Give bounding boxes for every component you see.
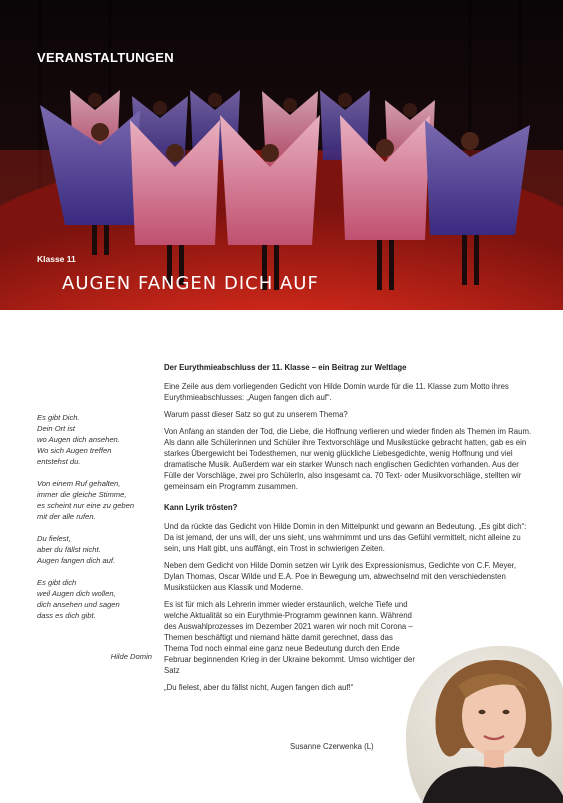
section-label: VERANSTALTUNGEN: [37, 50, 174, 65]
article-paragraph: Eine Zeile aus dem vorliegenden Gedicht von Hilde Domin wurde für die 11. Klasse zum Motto ihres Eurythmieabschlusses: „Augen fangen dich auf“.: [164, 382, 509, 402]
article-paragraph: Neben dem Gedicht von Hilde Domin setzen wir Lyrik des Expressionismus, Gedichte von C.F. Meyer, Dylan Thomas, Oscar Wilde und E.A. Poe in Bewegung um, abwechselnd mit den verschiedensten Musikstücken aus Klassik und Moderne.: [164, 561, 517, 592]
hero-title: AUGEN FANGEN DICH AUF: [62, 273, 319, 294]
poem-line: Augen fangen dich auf.: [37, 556, 116, 565]
poem-stanza: [37, 412, 155, 467]
poem-line: Du fielest,: [37, 534, 71, 543]
article-heading: Der Eurythmieabschluss der 11. Klasse – ein Beitrag zur Weltlage: [164, 363, 407, 372]
article-paragraph: Es ist für mich als Lehrerin immer wieder erstaunlich, welche Tiefe und welche Aktualität so ein Eurythmie-Programm gewinnen kann. Während des Auswahlprozesses im Dezember 2021 waren wir noch mit Corona – Themen beschäftigt und niemand hätte damit gerechnet, dass das Thema Tod noch einmal eine ganz neue Bedeutung durch den Ende Februar beginnenden Krieg in der Ukraine bekommt. Umso wichtiger der Satz: [164, 600, 415, 675]
poem-line: aber du fällst nicht.: [37, 545, 101, 554]
poem-line: Von einem Ruf gehalten,: [37, 479, 121, 488]
poem-line: mit der alle rufen.: [37, 512, 96, 521]
poem-line: immer die gleiche Stimme,: [37, 490, 127, 499]
poem-line: weil Augen dich wollen,: [37, 589, 116, 598]
hero-photo: [0, 0, 563, 310]
article-subheading: Kann Lyrik trösten?: [164, 503, 238, 512]
article-paragraph: Und da rückte das Gedicht von Hilde Domin in den Mittelpunkt und gewann an Bedeutung. „Es gibt dich“: Da ist jemand, der uns will, der uns sieht, uns wahrnimmt und uns das Gefühl vermittelt, nicht alleine zu sein, uns Halt gibt, uns auffängt, ein Trost in schwierigen Zeiten.: [164, 522, 527, 553]
poem-author: Hilde Domin: [110, 652, 152, 661]
class-label: Klasse 11: [37, 254, 76, 264]
author-portrait: [396, 638, 563, 803]
poem-stanza: [37, 533, 155, 566]
article-paragraph: Von Anfang an standen der Tod, die Liebe, die Hoffnung verlieren und wieder finden als Themen im Raum. Als dann alle Schülerinnen und Schüler ihre Textvorschläge und Musikstücke gebracht hatten, gab es ein starkes Übergewicht bei Todesthemen, nur wenig glückliche Liebesgedichte, wenig Hoffnung und viel dramatische Musik. Außerdem war ein starker Wunsch nach englischen Gedichten vorhanden. Aus der Fülle der Vorschläge, zwei pro SchülerIn, also insgesamt ca. 70 Text- oder Musikvorschläge, stellten wir gemeinsam ein Programm zusammen.: [164, 427, 532, 491]
poem-stanza: [37, 478, 155, 522]
article-signature: Susanne Czerwenka (L): [290, 742, 374, 751]
poem: [37, 412, 155, 632]
poem-line: dass es dich gibt.: [37, 611, 96, 620]
stage-photo-illustration: [0, 0, 563, 310]
poem-line: es scheint nur eine zu geben: [37, 501, 135, 510]
article-quote: „Du fielest, aber du fällst nicht, Augen fangen dich auf!“: [164, 683, 354, 692]
poem-line: wo Augen dich ansehen.: [37, 435, 120, 444]
article-paragraph: Warum passt dieser Satz so gut zu unserem Thema?: [164, 410, 348, 419]
poem-stanza: [37, 577, 155, 621]
poem-line: dich ansehen und sagen: [37, 600, 120, 609]
poem-line: Wo sich Augen treffen: [37, 446, 112, 455]
poem-line: Es gibt dich: [37, 578, 77, 587]
poem-line: entstehst du.: [37, 457, 81, 466]
poem-line: Dein Ort ist: [37, 424, 75, 433]
poem-line: Es gibt Dich.: [37, 413, 80, 422]
